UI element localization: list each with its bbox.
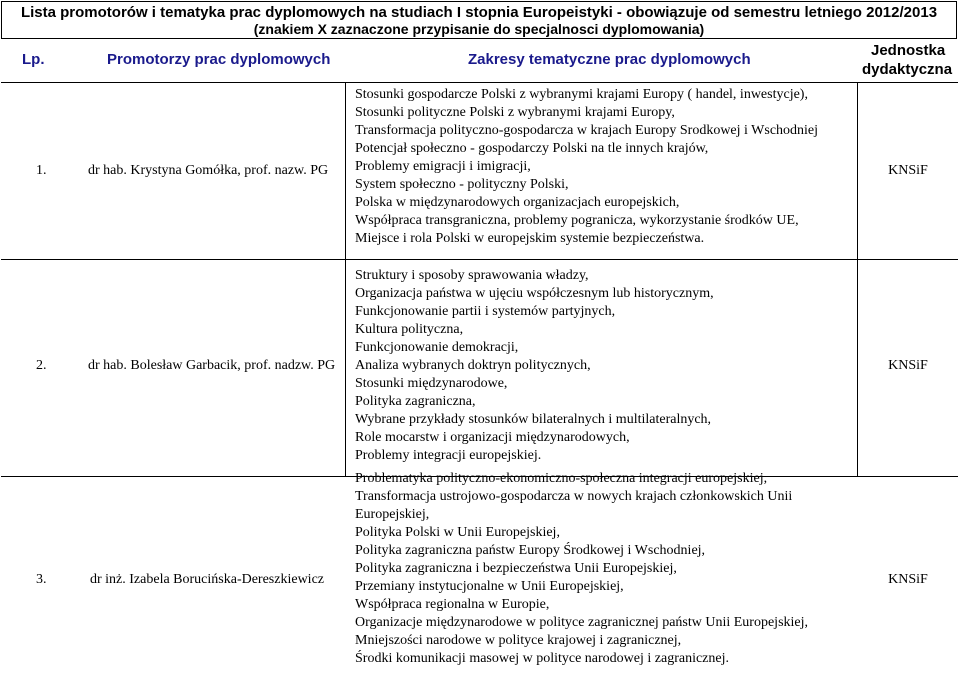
- topic-item: Transformacja polityczno-gospodarcza w krajach Europy Srodkowej i Wschodniej: [355, 123, 819, 138]
- topic-item: Polityka zagraniczna państw Europy Środkowej i Wschodniej,: [355, 543, 706, 558]
- row-topics: [355, 86, 818, 248]
- header-unit-line2: dydaktyczna: [862, 61, 953, 78]
- row-promotor: dr inż. Izabela Borucińska-Dereszkiewicz: [90, 572, 324, 587]
- header-unit-line1: Jednostka: [871, 42, 946, 59]
- row-lp: 1.: [36, 163, 47, 178]
- topic-item: Polska w międzynarodowych organizacjach europejskich,: [355, 195, 680, 210]
- header-topics: Zakresy tematyczne prac dyplomowych: [468, 51, 751, 68]
- topic-item: Funkcjonowanie demokracji,: [355, 340, 519, 355]
- row-lp: 3.: [36, 572, 47, 587]
- row-unit: KNSiF: [888, 572, 928, 587]
- row-lp: 2.: [36, 358, 47, 373]
- topic-item: Miejsce i rola Polski w europejskim systemie bezpieczeństwa.: [355, 231, 705, 246]
- row-divider: [1, 259, 958, 260]
- topic-item: Organizacje międzynarodowe w polityce zagranicznej państw Unii Europejskiej,: [355, 615, 809, 630]
- topic-item: Potencjał społeczno - gospodarczy Polski na tle innych krajów,: [355, 141, 709, 156]
- topic-item: Stosunki międzynarodowe,: [355, 376, 508, 391]
- header-promotors: Promotorzy prac dyplomowych: [107, 51, 331, 68]
- topic-item: Stosunki gospodarcze Polski z wybranymi krajami Europy ( handel, inwestycje),: [355, 87, 808, 102]
- topic-item: Funkcjonowanie partii i systemów partyjnych,: [355, 304, 616, 319]
- topic-item: Polityka zagraniczna i bezpieczeństwa Unii Europejskiej,: [355, 561, 677, 576]
- topic-item: Struktury i sposoby sprawowania władzy,: [355, 268, 589, 283]
- topic-item: System społeczno - polityczny Polski,: [355, 177, 569, 192]
- column-divider-topics: [345, 82, 346, 476]
- row-topics: [355, 267, 714, 465]
- topic-item: Polityka zagraniczna,: [355, 394, 476, 409]
- topic-item: Mniejszości narodowe w polityce krajowej i zagranicznej,: [355, 633, 682, 648]
- row-unit: KNSiF: [888, 358, 928, 373]
- row-topics: [355, 470, 808, 668]
- document-subtitle: (znakiem X zaznaczone przypisanie do specjalnosci dyplomowania): [253, 21, 705, 37]
- topic-item: Przemiany instytucjonalne w Unii Europejskiej,: [355, 579, 624, 594]
- topic-item: Problemy emigracji i imigracji,: [355, 159, 531, 174]
- row-promotor: dr hab. Bolesław Garbacik, prof. nadzw. PG: [88, 358, 336, 373]
- column-divider-unit: [857, 82, 858, 476]
- topic-item: Współpraca transgraniczna, problemy pogranicza, wykorzystanie środków UE,: [355, 213, 799, 228]
- topic-item: Europejskiej,: [355, 507, 430, 522]
- row-unit: KNSiF: [888, 163, 928, 178]
- header-lp: Lp.: [22, 51, 45, 68]
- topic-item: Środki komunikacji masowej w polityce narodowej i zagranicznej.: [355, 651, 730, 666]
- topic-item: Wybrane przykłady stosunków bilateralnych i multilateralnych,: [355, 412, 712, 427]
- topic-item: Stosunki polityczne Polski z wybranymi krajami Europy,: [355, 105, 675, 120]
- row-promotor: dr hab. Krystyna Gomółka, prof. nazw. PG: [88, 163, 329, 178]
- topic-item: Kultura polityczna,: [355, 322, 464, 337]
- topic-item: Analiza wybranych doktryn politycznych,: [355, 358, 591, 373]
- document-title: Lista promotorów i tematyka prac dyplomowych na studiach I stopnia Europeistyki - obowiązuje od semestru letniego 2012/2013: [20, 4, 938, 21]
- document-title-box: [1, 1, 957, 39]
- topic-item: Organizacja państwa w ujęciu współczesnym lub historycznym,: [355, 286, 714, 301]
- topic-item: Transformacja ustrojowo-gospodarcza w nowych krajach członkowskich Unii: [355, 489, 793, 504]
- topic-item: Problemy integracji europejskiej.: [355, 448, 542, 463]
- topic-item: Problematyka polityczno-ekonomiczno-społeczna integracji europejskiej,: [355, 471, 768, 486]
- topic-item: Polityka Polski w Unii Europejskiej,: [355, 525, 560, 540]
- topic-item: Współpraca regionalna w Europie,: [355, 597, 550, 612]
- header-divider: [1, 82, 958, 83]
- topic-item: Role mocarstw i organizacji międzynarodowych,: [355, 430, 630, 445]
